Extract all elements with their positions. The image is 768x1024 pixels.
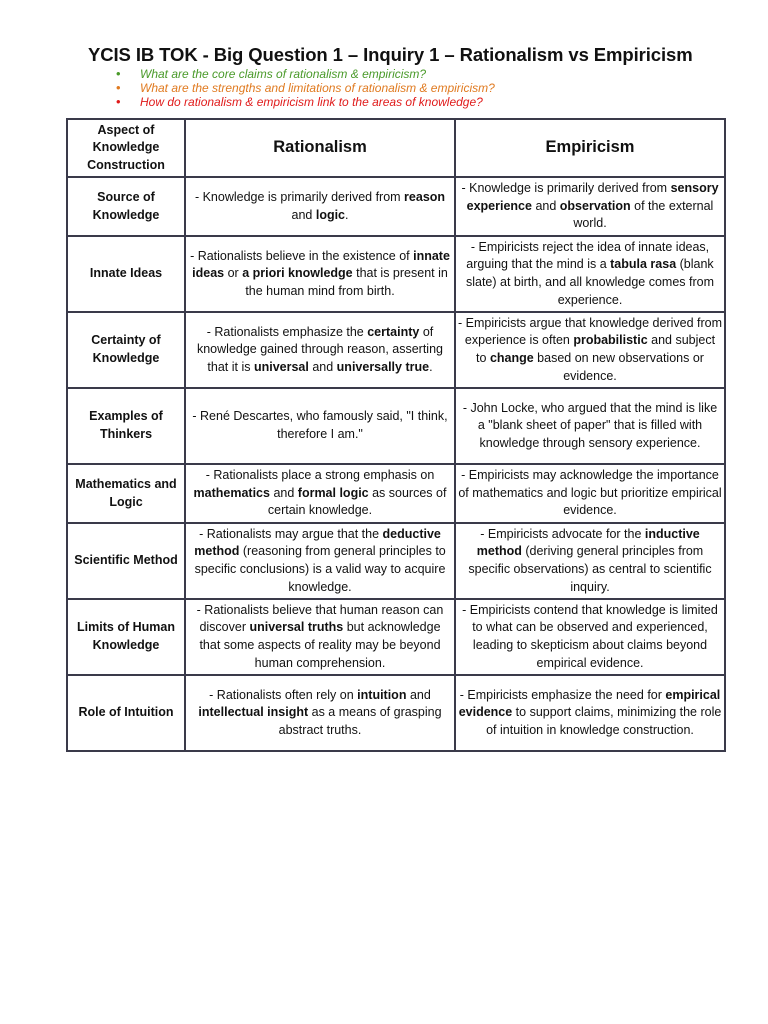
table-row [67,464,725,523]
empiricism-cell [455,388,725,464]
row-aspect: Mathematics and Logic [67,464,185,523]
cell-text: - Knowledge is primarily derived from [194,189,405,204]
cell-text: - Empiricists may acknowledge the importance of mathematics and logic but prioritize empirical evidence. [458,468,722,518]
page-title: YCIS IB TOK - Big Question 1 – Inquiry 1 – Rationalism vs Empiricism [88,44,693,65]
cell-text: (blank slate) at birth, and all knowledge comes from experience. [465,257,715,307]
rationalism-cell [185,388,455,464]
bold-term: universally true [336,359,430,374]
empiricism-cell [455,177,725,236]
cell-text: but acknowledge that some aspects of reality may be beyond human comprehension. [199,620,441,670]
rationalism-cell [185,236,455,312]
cell-text: based on new observations or evidence. [533,351,704,383]
rationalism-cell [185,177,455,236]
empiricism-cell [455,675,725,751]
bullet-icon: • [116,94,121,109]
cell-text: - John Locke, who argued that the mind is like a "blank sheet of paper" that is filled with knowledge through sensory experience. [462,400,718,450]
cell-text: or [224,266,243,281]
rationalism-cell [185,599,455,675]
rationalism-cell [185,675,455,751]
row-aspect: Source of Knowledge [67,177,185,236]
cell-text: - Rationalists believe in the existence of [190,248,414,263]
empiricism-cell [455,236,725,312]
bold-term: certainty [367,324,420,339]
question-text: What are the strengths and limitations of rationalism & empiricism? [140,81,495,95]
cell-text: - Empiricists contend that knowledge is limited to what can be observed and experienced, leading to skepticism about claims beyond empirical evidence. [462,602,718,670]
row-aspect: Role of Intuition [67,675,185,751]
rationalism-cell [185,464,455,523]
empiricism-cell [455,312,725,388]
cell-text: . [429,359,433,374]
cell-text: as sources of certain knowledge. [267,485,447,518]
row-aspect: Innate Ideas [67,236,185,312]
empiricism-cell [455,523,725,599]
table-row [67,312,725,388]
question-text: How do rationalism & empiricism link to the areas of knowledge? [140,95,483,109]
question-text: What are the core claims of rationalism & empiricism? [140,67,427,81]
row-aspect: Limits of Human Knowledge [67,599,185,675]
row-aspect: Examples of Thinkers [67,388,185,464]
cell-text: as a means of grasping abstract truths. [278,705,442,737]
bold-term: formal logic [297,485,369,500]
header-rationalism: Rationalism [185,119,455,177]
cell-text: - Rationalists believe that human reason can discover [196,602,444,635]
cell-text: . [345,207,349,222]
table-row [67,177,725,236]
empiricism-cell [455,464,725,523]
table-row [67,236,725,312]
table-row [67,599,725,675]
bold-term: intellectual insight [198,705,309,720]
cell-text: and [269,485,298,500]
bold-term: empirical evidence [458,687,721,720]
header-empiricism: Empiricism [455,119,725,177]
comparison-table [66,118,726,752]
cell-text: and [406,687,431,702]
table-row [67,675,725,751]
empiricism-cell [455,599,725,675]
bold-term: change [489,351,534,365]
bold-term: deductive method [194,526,441,559]
bold-term: a priori knowledge [242,266,353,281]
cell-text: that is present in the human mind from birth. [245,266,448,298]
row-aspect: Scientific Method [67,523,185,599]
cell-text: and [531,198,560,213]
bold-term: sensory experience [466,181,719,213]
cell-text: and subject to [476,333,716,365]
bullet-icon: • [116,80,121,95]
cell-text: - Empiricists reject the idea of innate ideas, arguing that the mind is a [466,239,710,272]
cell-text: and [308,359,337,374]
bold-term: logic [315,207,346,222]
bold-term: probabilistic [573,333,648,348]
cell-text: - Rationalists place a strong emphasis on [205,468,435,483]
row-aspect: Certainty of Knowledge [67,312,185,388]
question-item [112,81,495,95]
cell-text: - Rationalists often rely on [209,687,358,702]
cell-text: - Rationalists may argue that the [199,526,383,541]
bold-term: observation [559,198,631,213]
cell-text: and [291,207,316,222]
header-aspect: Aspect of Knowledge Construction [67,119,185,177]
cell-text: - Empiricists emphasize the need for [459,687,666,702]
cell-text: (deriving general principles from specific observations) as central to scientific inquiry. [468,544,712,594]
bold-term: inductive method [476,526,700,559]
guiding-questions [112,67,495,109]
bold-term: tabula rasa [610,257,677,272]
cell-text: to support claims, minimizing the role of intuition in knowledge construction. [486,705,722,737]
table-row [67,523,725,599]
cell-text: - René Descartes, who famously said, "I think, therefore I am." [192,409,448,441]
rationalism-cell [185,312,455,388]
cell-text: - Empiricists argue that knowledge derived from experience is often [458,315,723,348]
bold-term: innate ideas [192,248,450,281]
bullet-icon: • [116,66,121,81]
cell-text: of the external world. [573,198,714,231]
bold-term: universal truths [249,620,344,635]
table-header-row [67,119,725,177]
cell-text: - Knowledge is primarily derived from [461,181,671,196]
bold-term: mathematics [193,485,270,500]
cell-text: - Empiricists advocate for the [480,526,645,541]
bold-term: intuition [357,687,407,702]
table-row [67,388,725,464]
cell-text: of knowledge gained through reason, asserting that it is [196,324,443,374]
bold-term: reason [404,189,446,204]
rationalism-cell [185,523,455,599]
cell-text: - Rationalists emphasize the [206,324,368,339]
cell-text: (reasoning from general principles to specific conclusions) is a valid way to acquire knowledge. [194,544,446,594]
question-item [112,95,495,109]
bold-term: universal [253,359,309,374]
question-item [112,67,495,81]
